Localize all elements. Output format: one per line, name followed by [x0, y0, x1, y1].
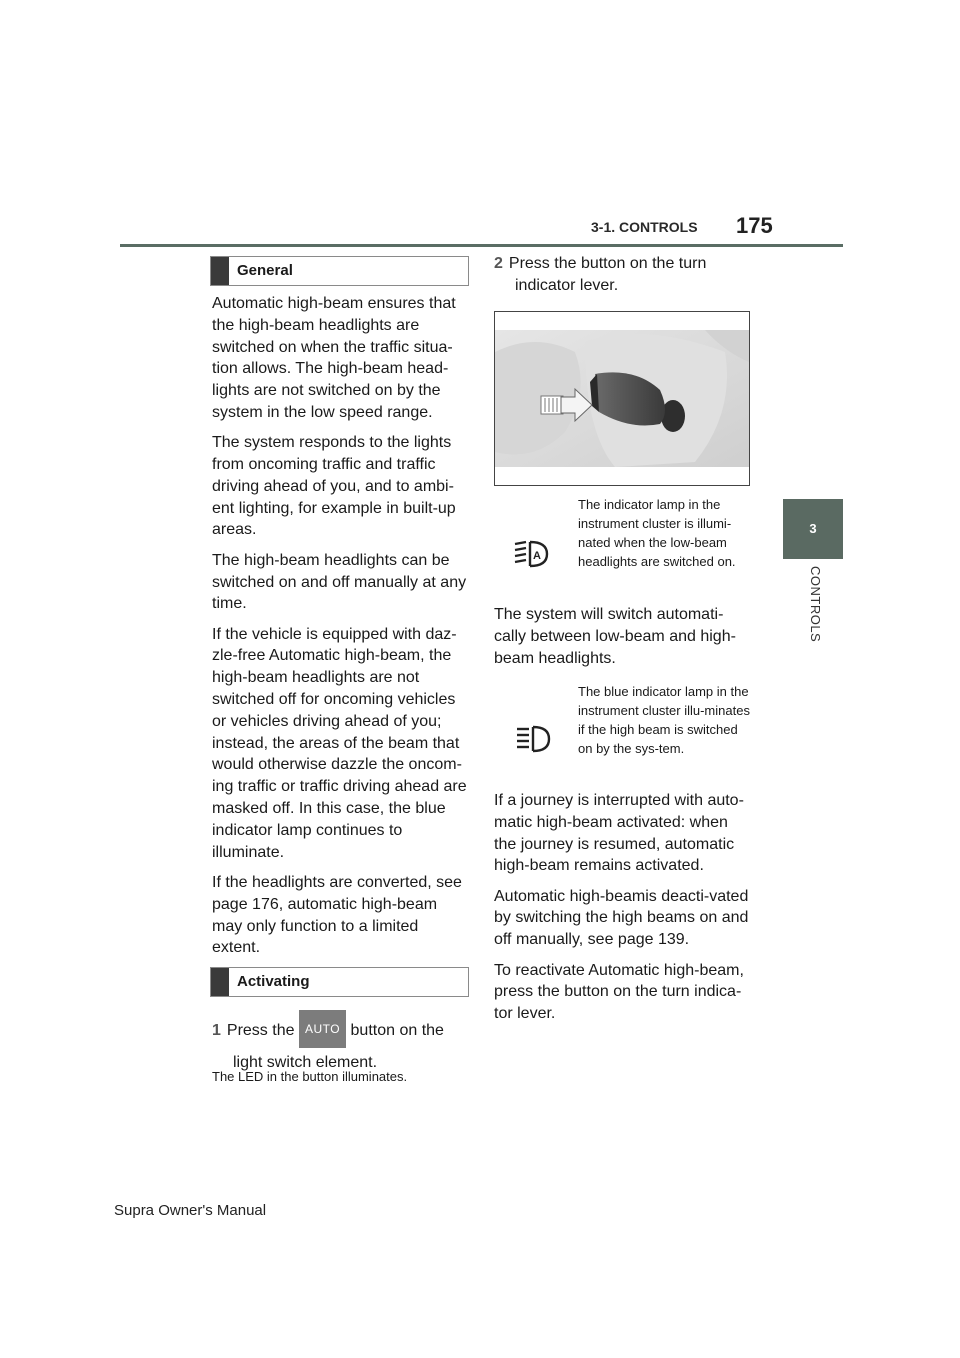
lever-drawing [495, 312, 749, 485]
step-text-line2: light switch element. [233, 1054, 378, 1071]
general-paragraph: Automatic high-beam ensures that the high-beam headlights are switched on when the traffic situa-tion allows. The high-beam head-lights are not switched on by the system in the low speed range. [212, 295, 456, 421]
step-2 [494, 253, 754, 297]
svg-text:A: A [533, 550, 541, 562]
activating-heading [210, 967, 469, 997]
activating-heading-label: Activating [237, 973, 310, 990]
manual-title: Supra Owner's Manual [114, 1202, 267, 1219]
general-paragraph: If the vehicle is equipped with daz-zle-free Automatic high-beam, the high-beam headlights are not switched off for oncoming vehicles or vehicles driving ahead of you; instead, the areas of the beam that would otherwise dazzle the oncom-ing traffic or traffic driving ahead are masked off. In this case, the blue indicator lamp continues to illuminate. [212, 625, 467, 861]
step-text: Press the [226, 1022, 295, 1040]
right-paragraph: Automatic high-beamis deacti-vated by switching the high beams on and off manually, see page 139. [494, 887, 749, 949]
right-paragraph: If a journey is interrupted with auto-matic high-beam activated: when the journey is resumed, automatic high-beam remains activated. [494, 792, 744, 875]
heading-bar [211, 257, 229, 285]
section-title: 3-1. CONTROLS [591, 219, 698, 235]
low-beam-auto-icon [513, 538, 553, 570]
high-beam-icon [515, 724, 553, 754]
general-heading-label: General [237, 262, 293, 279]
right-paragraph: To reactivate Automatic high-beam, press the button on the turn indica-tor lever. [494, 961, 744, 1023]
step-number: 2 [494, 255, 503, 272]
step-number: 1 [212, 1022, 221, 1040]
chapter-number: 3 [809, 521, 817, 536]
general-paragraph: The system responds to the lights from oncoming traffic and traffic driving ahead of you, and to ambi-ent lighting, for example in built-up areas. [212, 434, 456, 539]
page-number: 175 [736, 213, 773, 238]
lever-illustration [494, 311, 750, 486]
general-heading [210, 256, 469, 286]
general-paragraph: If the headlights are converted, see page 176, automatic high-beam may only function to a limited extent. [212, 873, 462, 957]
step-text: Press the button on the turn [508, 255, 707, 272]
chapter-tab [783, 499, 843, 559]
heading-bar [211, 968, 229, 996]
step-text-line2: indicator lever. [515, 277, 619, 294]
indicator1-text: The indicator lamp in the instrument cluster is illumi-nated when the low-beam headlights are switched on. [578, 497, 736, 569]
right-body [494, 790, 750, 1033]
header-rule [120, 244, 843, 247]
auto-button: AUTO [299, 1010, 346, 1048]
chapter-label: CONTROLS [808, 566, 823, 643]
indicator2-text: The blue indicator lamp in the instrument cluster illu-minates if the high beam is switched on by the sys-tem. [578, 684, 750, 756]
right-para-1: The system will switch automati-cally between low-beam and high-beam headlights. [494, 606, 736, 667]
general-paragraph: The high-beam headlights can be switched on and off manually at any time. [212, 551, 467, 613]
led-note: The LED in the button illuminates. [212, 1069, 408, 1084]
general-body [212, 293, 468, 968]
step-text: button on the [350, 1022, 444, 1040]
